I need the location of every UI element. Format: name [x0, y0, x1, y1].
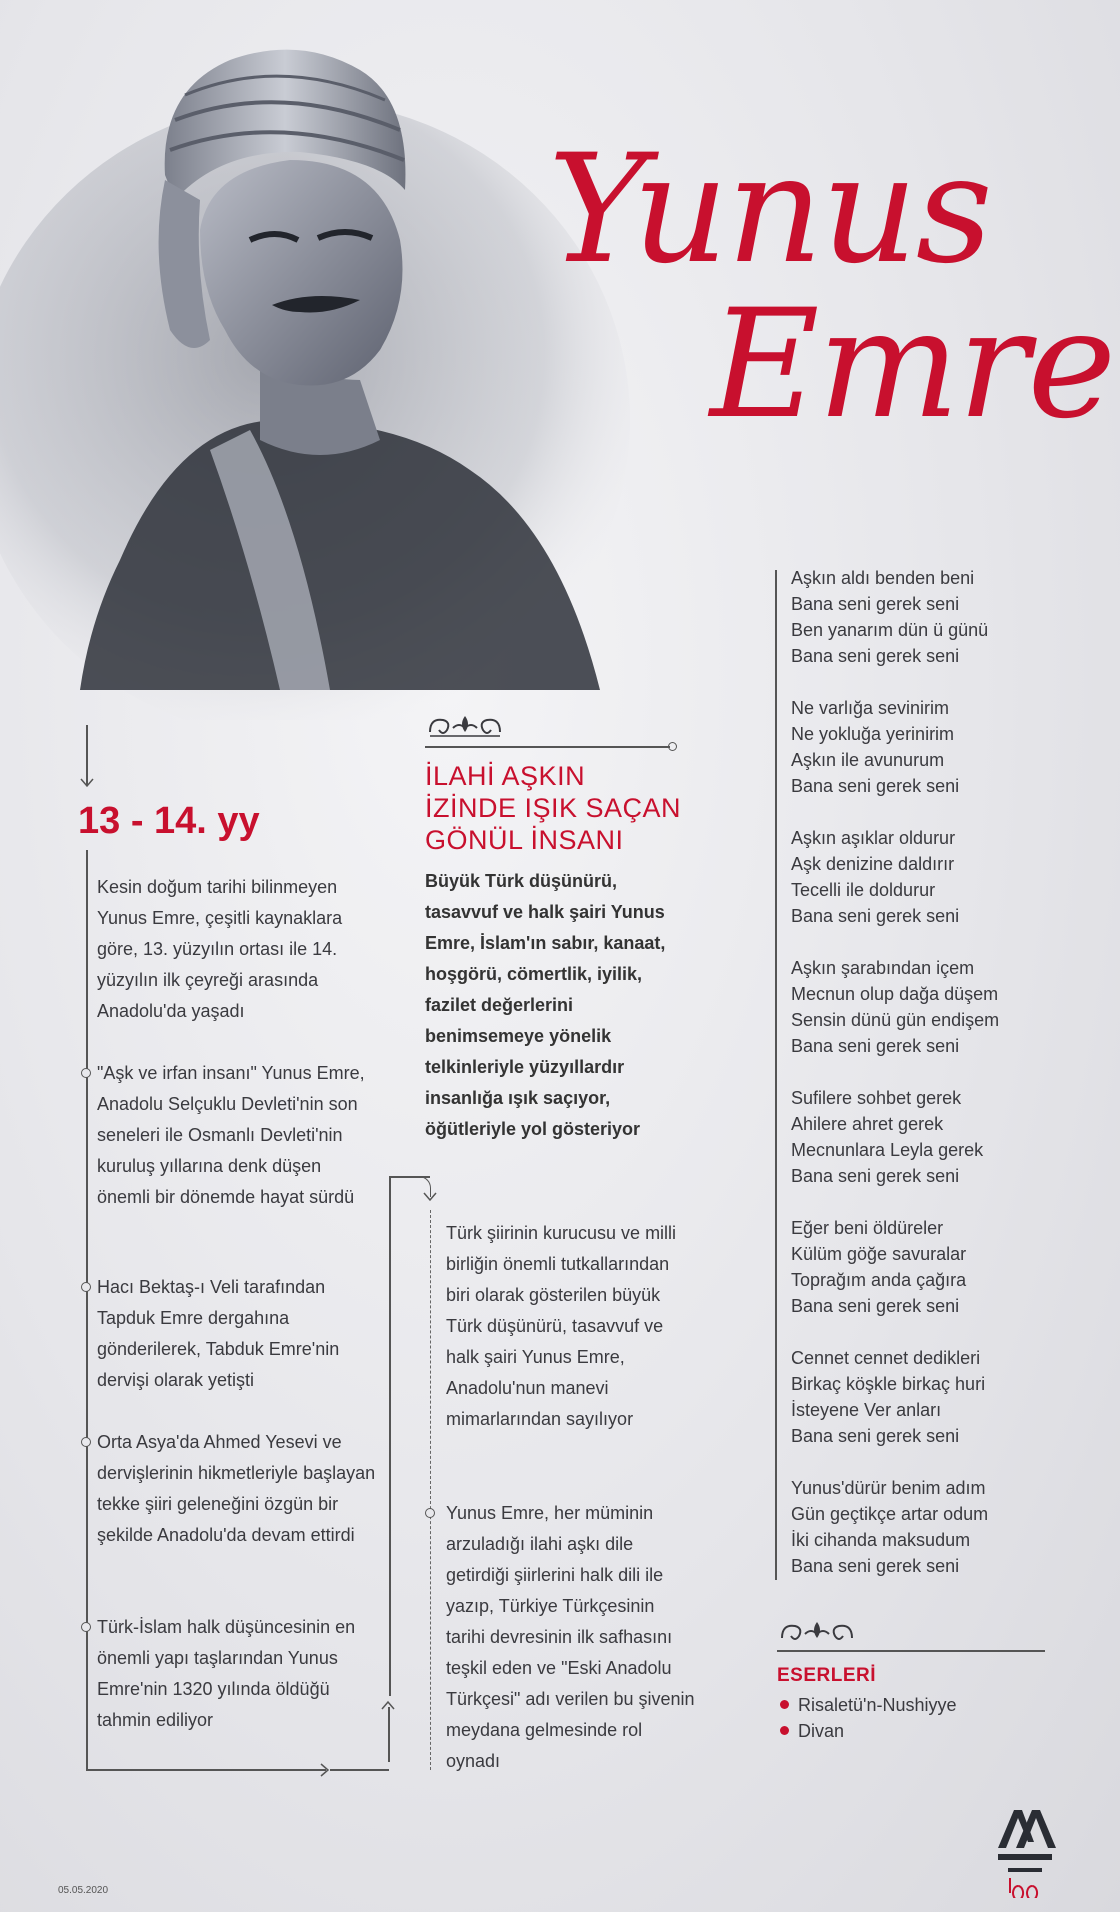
poem-line-text: Bana seni gerek seni [791, 906, 960, 926]
poem-line-text: Bana seni gerek seni [791, 594, 960, 614]
poem-line-text: Gün geçtikçe artar odum [791, 1504, 989, 1524]
timeline-dot-3 [81, 1282, 91, 1292]
poem-line-text: Ne yokluğa yerinirim [791, 724, 955, 744]
middle-dashed-line [430, 1210, 431, 1770]
works-item: Divan [780, 1718, 957, 1744]
works-rule [777, 1650, 1045, 1652]
ornament-icon [425, 710, 505, 740]
poem-line-text: Sufilere sohbet gerek [791, 1088, 962, 1108]
timeline-dot-4 [81, 1437, 91, 1447]
timeline-line-top [86, 725, 88, 785]
section-heading [425, 760, 725, 856]
poem-line-text: Yunus'dürür benim adım [791, 1478, 986, 1498]
timeline-item-5: Türk-İslam halk düşüncesinin en önemli yapı taşlarından Yunus Emre'nin 1320 yılında öldüğü tahmin ediliyor [97, 1617, 356, 1730]
poem-line-text: Aşkın aşıklar oldurur [791, 828, 956, 848]
poem-line-text: Eğer beni öldüreler [791, 1218, 944, 1238]
middle-connector-left [389, 1176, 391, 1696]
poem-line-text: Toprağım anda çağıra [791, 1270, 967, 1290]
middle-item-1: Türk şiirinin kurucusu ve milli birliğin önemli tutkallarından biri olarak gösterilen büyük Türk düşünürü, tasavvuf ve halk şairi Yunus Emre, Anadolu'nun manevi mimarlarından sayılıyor [446, 1223, 677, 1429]
heading-rule [425, 746, 670, 748]
period-label: 13 - 14. yy [78, 800, 260, 842]
arrow-down-icon [80, 778, 94, 788]
works-item: Risaletü'n-Nushiyye [780, 1692, 957, 1718]
timeline-dot-5 [81, 1622, 91, 1632]
arrow-down-icon-2 [423, 1192, 437, 1202]
middle-item-2: Yunus Emre, her müminin arzuladığı ilahi aşkı dile getirdiği şiirlerini halk dili ile yazıp, Türkiye Türkçesinin tarihi devresinin ilk safhasını teşkil eden ve "Eski Anadolu Türkçesi" adı verilen bu şivenin meydana gelmesinde rol oynadı [446, 1503, 695, 1771]
poem-line-text: Aşkın ile avunurum [791, 750, 945, 770]
portrait-illustration [0, 0, 640, 720]
poem-line [775, 570, 777, 1580]
poem-stanza [791, 565, 1091, 669]
poem-line-text: Ne varlığa sevinirim [791, 698, 950, 718]
poem-line-text: Aşkın şarabından içem [791, 958, 975, 978]
timeline-line-bottom [86, 1769, 326, 1771]
poem-line-text: Bana seni gerek seni [791, 1166, 960, 1186]
poem-line-text: Birkaç köşkle birkaç huri [791, 1374, 986, 1394]
anadolu-ajansi-logo [990, 1798, 1060, 1898]
poem-line-text: Tecelli ile doldurur [791, 880, 936, 900]
poem-line-text: Mecnun olup dağa düşem [791, 984, 999, 1004]
poem-line-text: İsteyene Ver anları [791, 1400, 942, 1420]
poem-line-text: Bana seni gerek seni [791, 776, 960, 796]
poem-line-text: Ben yanarım dün ü günü [791, 620, 989, 640]
timeline-item-2: "Aşk ve irfan insanı" Yunus Emre, Anadolu Selçuklu Devleti'nin son seneleri ile Osmanlı Devleti'nin kuruluş yıllarına denk düşen önemli bir dönemde hayat sürdü [97, 1063, 365, 1207]
title-yunus: Yunus [548, 123, 991, 297]
date-label: 05.05.2020 [58, 1885, 109, 1896]
poem-line-text: Aşkın aldı benden beni [791, 568, 975, 588]
poem-stanza [791, 955, 1091, 1059]
poem-stanza [791, 1085, 1091, 1189]
poem-stanza [791, 825, 1091, 929]
poem-line-text: Cennet cennet dedikleri [791, 1348, 981, 1368]
poem-line-text: Bana seni gerek seni [791, 1426, 960, 1446]
timeline-item-4: Orta Asya'da Ahmed Yesevi ve dervişlerinin hikmetleriyle başlayan tekke şiiri geleneğini özgün bir şekilde Anadolu'da devam ettirdi [97, 1432, 376, 1545]
timeline-dot-2 [81, 1068, 91, 1078]
timeline-item-1: Kesin doğum tarihi bilinmeyen Yunus Emre, çeşitli kaynaklara göre, 13. yüzyılın ortası ile 14. yüzyılın ilk çeyreği arasında Anadolu'da yaşadı [97, 877, 343, 1021]
poem-stanza [791, 1345, 1091, 1449]
heading-line-1: İLAHİ AŞKIN [425, 761, 586, 791]
poem-line-text: Bana seni gerek seni [791, 1296, 960, 1316]
timeline-line [86, 850, 88, 1770]
rule-end-dot [668, 742, 677, 751]
poem-stanza [791, 695, 1091, 799]
poem-stanza [791, 1215, 1091, 1319]
arrow-up-icon [381, 1700, 395, 1710]
poem-stanza [791, 1475, 1091, 1579]
middle-dot-2 [425, 1508, 435, 1518]
poem-line-text: Külüm göğe savuralar [791, 1244, 967, 1264]
works-title: ESERLERİ [777, 1665, 877, 1686]
works-list [780, 1692, 957, 1744]
title-emre: Emre [710, 278, 1115, 452]
poem-line-text: Sensin dünü gün endişem [791, 1010, 1000, 1030]
poem-line-text: Ahilere ahret gerek [791, 1114, 944, 1134]
poem-line-text: Aşk denizine daldırır [791, 854, 955, 874]
heading-line-2: İZİNDE IŞIK SAÇAN [425, 793, 682, 823]
poem-line-text: Bana seni gerek seni [791, 1556, 960, 1576]
heading-line-3: GÖNÜL İNSANI [425, 825, 624, 855]
poem-line-text: Bana seni gerek seni [791, 646, 960, 666]
timeline-connector-up [388, 1707, 390, 1762]
timeline-connector-bottom [330, 1769, 389, 1771]
poem-line-text: Bana seni gerek seni [791, 1036, 960, 1056]
poem [791, 565, 1091, 1605]
lead-paragraph: Büyük Türk düşünürü, tasavvuf ve halk şairi Yunus Emre, İslam'ın sabır, kanaat, hoşgörü, cömertlik, iyilik, fazilet değerlerini benimsemeye yönelik telkinleriyle yüzyıllardır insanlığa ışık saçıyor, öğütleriyle yol gösteriyor [425, 871, 666, 1139]
poem-line-text: Mecnunlara Leyla gerek [791, 1140, 984, 1160]
poem-line-text: İki cihanda maksudum [791, 1530, 971, 1550]
ornament-icon-2 [777, 1616, 857, 1646]
arrow-right-icon [320, 1763, 330, 1777]
timeline-item-3: Hacı Bektaş-ı Veli tarafından Tapduk Emre dergahına gönderilerek, Tabduk Emre'nin dervişi olarak yetişti [97, 1277, 340, 1390]
